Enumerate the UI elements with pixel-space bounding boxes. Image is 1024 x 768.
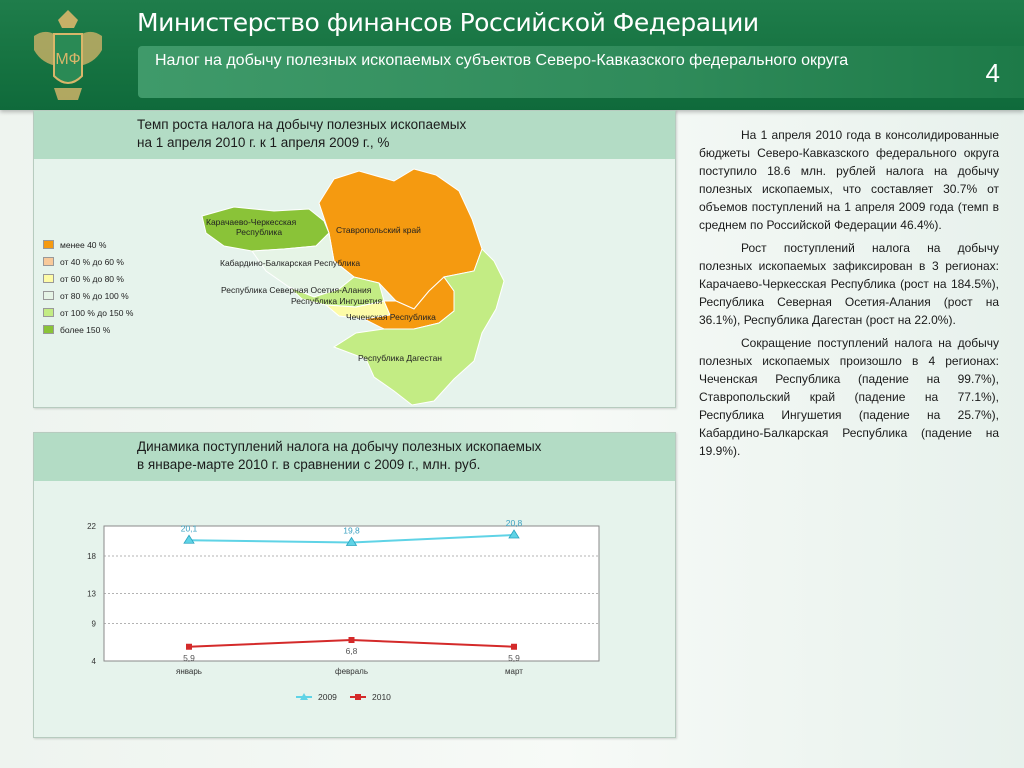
slide-number: 4: [985, 58, 1000, 88]
legend-label: от 80 % до 100 %: [60, 290, 129, 301]
data-label: 20,1: [180, 523, 198, 534]
legend-label: от 100 % до 150 %: [60, 307, 134, 318]
data-label: 20,8: [505, 518, 523, 528]
svg-text:МФ: МФ: [55, 51, 81, 68]
ministry-emblem-icon: [28, 6, 108, 104]
region-label-stavropol: Ставропольский край: [336, 225, 421, 235]
ministry-title: Министерство финансов Российской Федерации: [137, 8, 759, 37]
legend-label: менее 40 %: [60, 239, 107, 250]
region-label-ingush: Республика Ингушетия: [291, 296, 383, 306]
region-label-dagestan: Республика Дагестан: [358, 353, 443, 363]
region-map: [34, 111, 675, 407]
paragraph-2: Рост поступлений налога на добычу полезных ископаемых зафиксирован в 3 регионах: Карачаево-Черкесская Республика (рост на 184.5%), Республика Северная Осетия-Алания (рост на 36.1%), Республика Дагестан (рост на 22.0%).: [699, 241, 999, 327]
region-label-karachaevo-line1: Карачаево-Черкесская: [206, 217, 297, 227]
legend-label: от 60 % до 80 %: [60, 273, 124, 284]
y-tick-label: 13: [87, 589, 96, 599]
paragraph-3: Сокращение поступлений налога на добычу полезных ископаемых произошло в 4 регионах: Чеченская Республика (падение на 99.7%), Ставропольский край (падение на 77.1%), Республика Ингушетия (падение на 25.7%), Кабардино-Балкарская Республика (падение на 19.9%).: [699, 336, 999, 458]
data-point: [511, 644, 517, 650]
data-point: [349, 637, 355, 643]
x-tick-label: январь: [176, 667, 202, 676]
data-label: 5,9: [508, 652, 520, 663]
data-point: [186, 644, 192, 650]
chart-title-line1: Динамика поступлений налога на добычу полезных ископаемых: [137, 439, 542, 454]
map-title-line2: на 1 апреля 2010 г. к 1 апреля 2009 г., %: [137, 135, 390, 150]
x-tick-label: февраль: [334, 667, 369, 676]
chart-title-line2: в январе-марте 2010 г. в сравнении с 2009 г., млн. руб.: [137, 457, 481, 472]
region-label-kabardino: Кабардино-Балкарская Республика: [220, 258, 361, 268]
data-label: 5,9: [183, 652, 195, 663]
legend-label-2009: 2009: [318, 692, 337, 702]
y-tick-label: 22: [87, 522, 96, 531]
region-label-osetia: Республика Северная Осетия-Алания: [221, 285, 372, 295]
data-label: 19,8: [343, 525, 360, 536]
y-tick-label: 18: [87, 552, 96, 561]
x-tick-label: март: [505, 667, 523, 676]
paragraph-1: На 1 апреля 2010 года в консолидированные бюджеты Северо-Кавказского федерального округа поступило 18.6 млн. рублей налога на добычу полезных ископаемых, что составляет 30.7% от объемов поступлений на 1 апреля 2009 года (темп в среднем по Российской Федерации 46.4%).: [699, 128, 999, 232]
y-tick-label: 4: [91, 657, 96, 666]
legend-marker-2010: [355, 694, 361, 700]
data-label: 6,8: [345, 646, 358, 656]
map-title-line1: Темп роста налога на добычу полезных ископаемых: [137, 117, 467, 132]
map-panel: [33, 110, 676, 408]
region-label-chechen: Чеченская Республика: [346, 312, 436, 322]
description-text: [699, 126, 999, 465]
legend-label-2010: 2010: [372, 692, 391, 702]
slide-subtitle: Налог на добычу полезных ископаемых субъектов Северо-Кавказского федерального округа: [155, 52, 849, 69]
y-tick-label: 9: [91, 619, 96, 629]
legend-label: от 40 % до 60 %: [60, 256, 124, 267]
region-label-karachaevo-line2: Республика: [236, 227, 283, 237]
legend-label: более 150 %: [60, 324, 111, 335]
header-bar: [0, 0, 1024, 110]
chart-panel: [33, 432, 676, 738]
line-chart: [34, 433, 675, 737]
